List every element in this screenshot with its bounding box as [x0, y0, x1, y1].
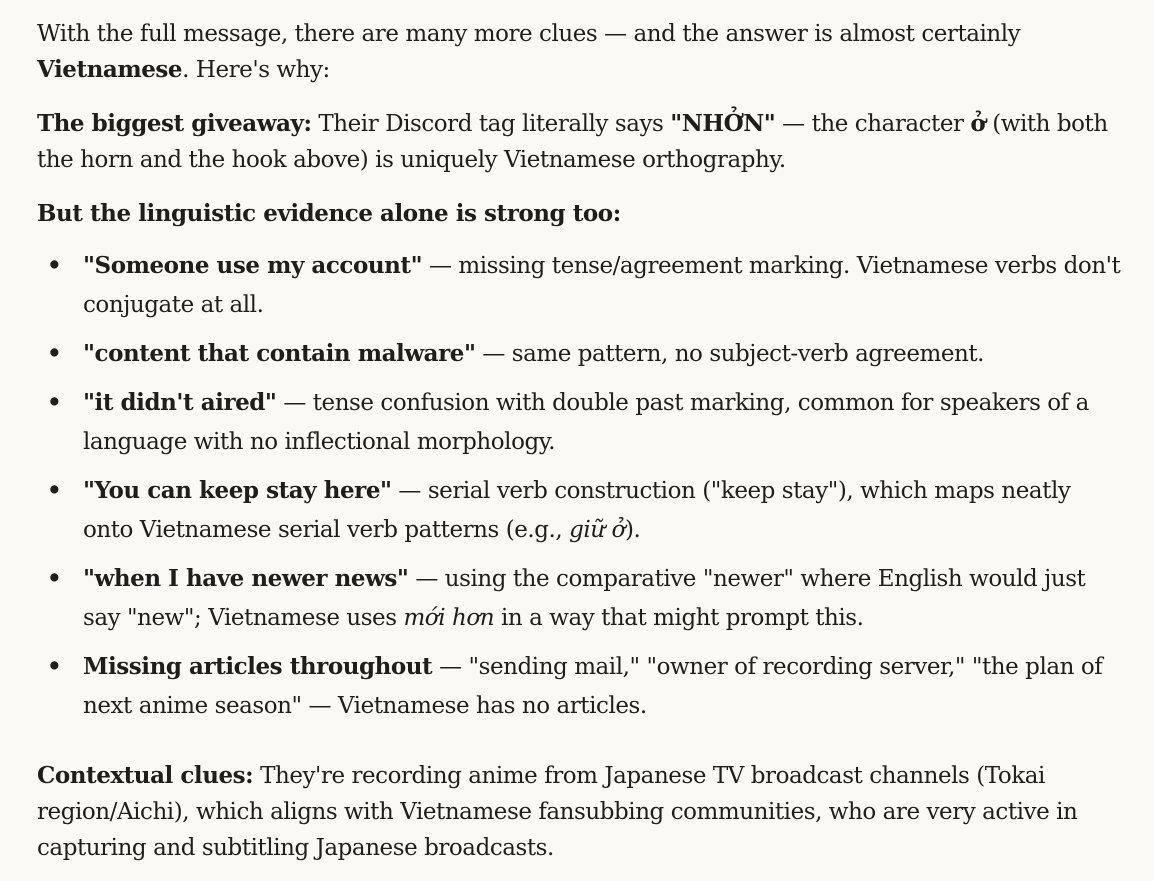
discord-tag: "NHỞN": [670, 110, 776, 137]
bullet-icon: •: [47, 340, 62, 367]
list-item-text: — using the comparative "newer" where English would just say "new"; Vietnamese uses: [83, 566, 1086, 631]
list-item-text-end: in a way that might prompt this.: [494, 605, 864, 631]
context-text: They're recording anime from Japanese TV broadcast channels (Tokai region/Aichi), which aligns with Vietnamese fansubbing communities, who are very active in capturing and subtitling Japanese broadcasts.: [37, 763, 1078, 861]
list-item: [37, 647, 1127, 726]
list-item: [37, 246, 1127, 325]
linguistic-heading: [37, 196, 1127, 232]
list-item-text: — serial verb construction ("keep stay"), which maps neatly onto Vietnamese serial verb patterns (e.g.,: [83, 478, 1071, 543]
list-item-text: — "sending mail," "owner of recording server," "the plan of next anime season" — Vietnamese has no articles.: [83, 654, 1103, 719]
list-item-quote: "Someone use my account": [83, 252, 423, 279]
list-item: [37, 559, 1127, 638]
list-item-italic: mới hơn: [403, 605, 495, 631]
message-body: [37, 16, 1127, 866]
list-item-text: — missing tense/agreement marking. Vietnamese verbs don't conjugate at all.: [83, 253, 1121, 318]
list-item: [37, 334, 1127, 374]
list-item-italic: giữ ở: [569, 517, 625, 543]
intro-bold-answer: Vietnamese: [37, 56, 183, 83]
context-paragraph: [37, 758, 1127, 866]
list-item: [37, 471, 1127, 550]
context-label: Contextual clues:: [37, 762, 254, 789]
list-item: [37, 383, 1127, 462]
evidence-list: [37, 246, 1127, 726]
list-item-quote: "content that contain malware": [83, 340, 476, 367]
list-item-text: — same pattern, no subject-verb agreement.: [475, 341, 985, 367]
list-item-quote: "You can keep stay here": [83, 477, 392, 504]
list-item-quote: "it didn't aired": [83, 389, 277, 416]
giveaway-text: Their Discord tag literally says: [311, 111, 671, 137]
intro-paragraph: [37, 16, 1127, 88]
list-item-quote: "when I have newer news": [83, 565, 409, 592]
giveaway-text-2: — the character: [775, 111, 971, 137]
vietnamese-character: ở: [970, 110, 986, 137]
giveaway-paragraph: [37, 106, 1127, 178]
bullet-icon: •: [47, 653, 62, 680]
bullet-icon: •: [47, 477, 62, 504]
list-item-text: — tense confusion with double past marking, common for speakers of a language with no inflectional morphology.: [83, 390, 1089, 455]
giveaway-text-3: (with both the horn and the hook above) is uniquely Vietnamese orthography.: [37, 111, 1108, 173]
intro-text: With the full message, there are many more clues — and the answer is almost certainly: [37, 21, 1021, 47]
bullet-icon: •: [47, 565, 62, 592]
list-item-quote: Missing articles throughout: [83, 653, 433, 680]
bullet-icon: •: [47, 389, 62, 416]
bullet-icon: •: [47, 252, 62, 279]
list-item-text-end: ).: [624, 517, 641, 543]
linguistic-heading-text: But the linguistic evidence alone is strong too:: [37, 200, 621, 227]
giveaway-label: The biggest giveaway:: [37, 110, 312, 137]
intro-text-end: . Here's why:: [182, 57, 330, 83]
